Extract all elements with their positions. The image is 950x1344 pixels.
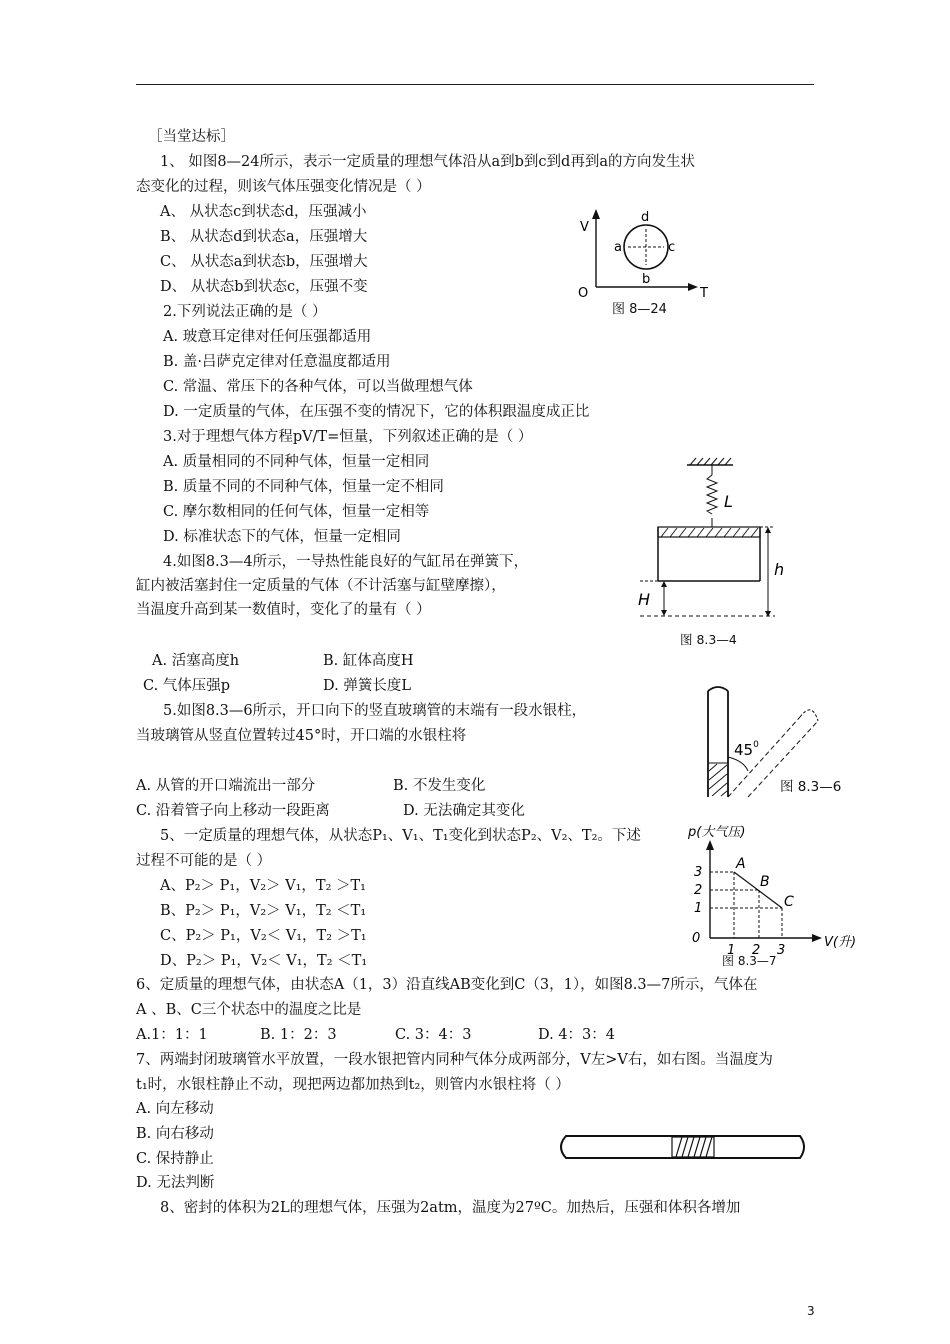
figure-8-3-7-caption: 图 8.3—7 bbox=[722, 954, 777, 968]
q7-option-a: A. 向左移动 bbox=[136, 1101, 214, 1117]
point-d-label: d bbox=[641, 210, 650, 225]
y-tick-1: 1 bbox=[694, 901, 703, 916]
q7-line1: 7、两端封闭玻璃管水平放置，一段水银把管内同种气体分成两部分，V左>V右，如右图。当温度为 bbox=[136, 1052, 773, 1068]
point-a-label: a bbox=[614, 240, 622, 255]
point-c-label: c bbox=[668, 240, 676, 255]
q5a-line2: 当玻璃管从竖直位置转过45°时，开口端的水银柱将 bbox=[136, 728, 467, 744]
x-tick-2: 2 bbox=[752, 943, 761, 958]
q5a-option-b: B. 不发生变化 bbox=[393, 778, 486, 794]
q2-option-c: C. 常温、常压下的各种气体，可以当做理想气体 bbox=[163, 379, 473, 395]
q5a-option-a: A. 从管的开口端流出一部分 bbox=[136, 778, 316, 794]
q1-option-a: A、 从状态c到状态d，压强减小 bbox=[160, 204, 367, 220]
q6-option-d: D. 4：3：4 bbox=[538, 1027, 616, 1043]
q1-option-d: D、 从状态b到状态c，压强不变 bbox=[160, 279, 368, 295]
q3-option-a: A. 质量相同的不同种气体，恒量一定相同 bbox=[163, 454, 430, 470]
q4-option-b: B. 缸体高度H bbox=[323, 653, 414, 669]
q6-option-c: C. 3：4：3 bbox=[395, 1027, 472, 1043]
figure-horizontal-tube bbox=[552, 1130, 812, 1164]
q4-line2: 缸内被活塞封住一定质量的气体（不计活塞与缸壁摩擦）， bbox=[136, 578, 506, 594]
q1-line1: 1、 如图8—24所示，表示一定质量的理想气体沿从a到b到c到d再到a的方向发生状 bbox=[160, 154, 695, 170]
figure-8-3-4-cylinder bbox=[630, 455, 800, 625]
q3-option-b: B. 质量不同的不同种气体，恒量一定不相同 bbox=[163, 479, 444, 495]
header-rule bbox=[136, 84, 814, 85]
q7-line2: t₁时，水银柱静止不动，现把两边都加热到t₂，则管内水银柱将（ ） bbox=[136, 1077, 570, 1093]
x-tick-1: 1 bbox=[727, 943, 736, 958]
q3-stem: 3.对于理想气体方程pV/T=恒量，下列叙述正确的是（ ） bbox=[163, 429, 533, 445]
q5b-line1: 5、一定质量的理想气体，从状态P₁、V₁、T₁变化到状态P₂、V₂、T₂。下述 bbox=[160, 828, 641, 844]
q1-line2: 态变化的过程，则该气体压强变化情况是（ ） bbox=[136, 179, 431, 195]
q5b-option-b: B、P₂＞ P₁，V₂＞ V₁，T₂ ＜T₁ bbox=[160, 903, 367, 919]
figure-8-3-6-caption: 图 8.3—6 bbox=[780, 779, 842, 795]
q8-line1: 8、密封的体积为2L的理想气体，压强为2atm，温度为27ºC。加热后，压强和体积各增加 bbox=[160, 1200, 741, 1216]
q5a-option-d: D. 无法确定其变化 bbox=[403, 803, 525, 819]
q2-option-a: A. 玻意耳定律对任何压强都适用 bbox=[163, 329, 372, 345]
q3-option-c: C. 摩尔数相同的任何气体，恒量一定相等 bbox=[163, 504, 430, 520]
angle-label: $45^0$ bbox=[734, 740, 759, 759]
label-h: h bbox=[774, 560, 785, 579]
q5b-option-d: D、P₂＞ P₁，V₂＜ V₁，T₂ ＜T₁ bbox=[160, 953, 368, 969]
origin-label: O bbox=[578, 286, 589, 301]
q3-option-d: D. 标准状态下的气体，恒量一定相同 bbox=[163, 529, 401, 545]
q1-option-b: B、 从状态d到状态a，压强增大 bbox=[160, 229, 368, 245]
axis-v-label: V(升) bbox=[824, 935, 857, 950]
q7-option-c: C. 保持静止 bbox=[136, 1151, 214, 1167]
figure-8-24-caption: 图 8—24 bbox=[612, 302, 667, 317]
axis-p-label: p(大气压) bbox=[688, 825, 746, 840]
q1-option-c: C、 从状态a到状态b，压强增大 bbox=[160, 254, 368, 270]
q5a-option-c: C. 沿着管子向上移动一段距离 bbox=[136, 803, 330, 819]
y-tick-2: 2 bbox=[694, 883, 703, 898]
q5a-line1: 5.如图8.3—6所示，开口向下的竖直玻璃管的末端有一段水银柱， bbox=[163, 703, 587, 719]
point-b-label: B bbox=[760, 874, 770, 890]
q6-option-b: B. 1：2：3 bbox=[260, 1027, 337, 1043]
point-a-label: A bbox=[736, 856, 746, 872]
label-H: H bbox=[638, 590, 651, 609]
point-c-label: C bbox=[784, 894, 794, 910]
page-number: 3 bbox=[807, 1304, 815, 1318]
figure-8-3-4-caption: 图 8.3—4 bbox=[680, 632, 737, 647]
figure-8-3-7-pv-graph bbox=[684, 822, 857, 958]
axis-t-label: T bbox=[700, 286, 708, 301]
point-b-label: b bbox=[642, 272, 651, 287]
q6-option-a: A.1：1：1 bbox=[136, 1027, 208, 1043]
q5b-option-c: C、P₂＞ P₁，V₂＜ V₁，T₂ ＞T₁ bbox=[160, 928, 367, 944]
q2-option-d: D. 一定质量的气体，在压强不变的情况下，它的体积跟温度成正比 bbox=[163, 404, 590, 420]
figure-8-24-vt-diagram bbox=[570, 205, 720, 305]
q6-line1: 6、定质量的理想气体，由状态A（1，3）沿直线AB变化到C（3，1），如图8.3—7所示，气体在 bbox=[136, 977, 758, 993]
q4-option-a: A. 活塞高度h bbox=[152, 653, 240, 669]
q5b-option-a: A、P₂＞ P₁，V₂＞ V₁，T₂ ＞T₁ bbox=[160, 878, 366, 894]
q4-line3: 当温度升高到某一数值时，变化了的量有（ ） bbox=[136, 602, 431, 618]
y-tick-3: 3 bbox=[694, 865, 703, 880]
section-title: ［当堂达标］ bbox=[148, 129, 235, 145]
q7-option-d: D. 无法判断 bbox=[136, 1175, 215, 1191]
q2-option-b: B. 盖·吕萨克定律对任意温度都适用 bbox=[163, 354, 391, 370]
x-tick-3: 3 bbox=[777, 943, 786, 958]
q4-option-c: C. 气体压强p bbox=[143, 678, 231, 694]
q4-line1: 4.如图8.3—4所示，一导热性能良好的气缸吊在弹簧下， bbox=[163, 554, 529, 570]
axis-v-label: V bbox=[580, 220, 589, 235]
q4-option-d: D. 弹簧长度L bbox=[323, 678, 411, 694]
q2-stem: 2.下列说法正确的是（ ） bbox=[163, 304, 327, 320]
label-L: L bbox=[724, 492, 733, 511]
origin-label: 0 bbox=[692, 931, 701, 946]
q5b-line2: 过程不可能的是（ ） bbox=[136, 853, 272, 869]
q6-line2: A 、B、C三个状态中的温度之比是 bbox=[136, 1002, 362, 1018]
q7-option-b: B. 向右移动 bbox=[136, 1126, 214, 1142]
